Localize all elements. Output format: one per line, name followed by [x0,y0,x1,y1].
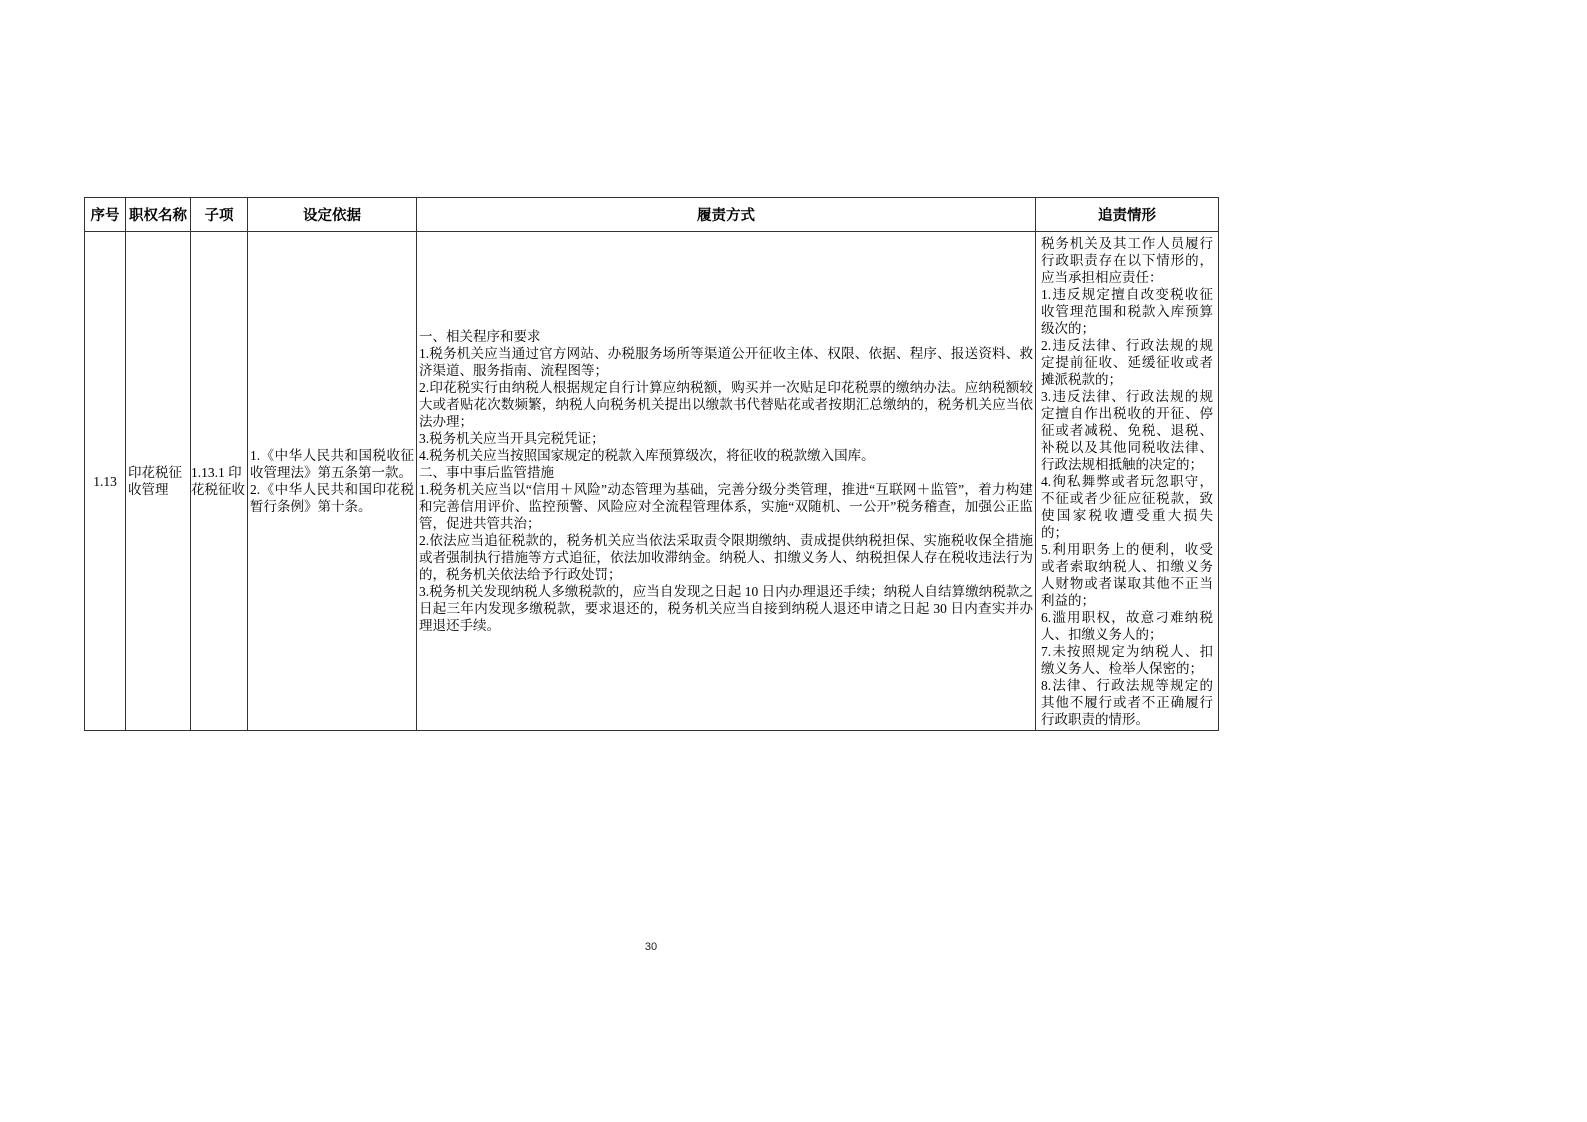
page-number: 30 [644,941,658,953]
header-legal-basis: 设定依据 [248,198,417,232]
paragraph: 2.《中华人民共和国印花税暂行条例》第十条。 [250,482,414,514]
paragraph: 一、相关程序和要求 [419,329,541,344]
paragraph: 3.违反法律、行政法规的规定擅自作出税收的开征、停征或者减税、免税、退税、补税以及其他同税收法律、行政法规相抵触的决定的； [1041,388,1213,472]
paragraph: 7.未按照规定为纳税人、扣缴义务人、检举人保密的； [1041,643,1213,676]
cell-serial-no: 1.13 [85,232,126,731]
paragraph: 4.徇私舞弊或者玩忽职守，不征或者少征应征税款，致使国家税收遭受重大损失的； [1041,473,1213,540]
header-accountability: 追责情形 [1036,198,1219,232]
header-sub-item: 子项 [191,198,248,232]
cell-legal-basis [248,232,417,731]
paragraph: 3.税务机关应当开具完税凭证； [419,431,605,446]
paragraph: 1.《中华人民共和国税收征收管理法》第五条第一款。 [250,448,414,480]
cell-accountability [1036,232,1219,731]
paragraph: 税务机关及其工作人员履行行政职责存在以下情形的，应当承担相应责任： [1041,235,1213,285]
authority-duty-table [84,197,1219,731]
paragraph: 1.税务机关应当以“信用＋风险”动态管理为基础，完善分级分类管理，推进“互联网＋监管”，着力构建和完善信用评价、监控预警、风险应对全流程管理体系，实施“双随机、一公开”税务稽查，加强公正监管，促进共管共治； [419,482,1033,531]
paragraph: 4.税务机关应当按照国家规定的税款入库预算级次，将征收的税款缴入国库。 [419,448,875,463]
table-row [85,232,1219,731]
paragraph: 8.法律、行政法规等规定的其他不履行或者不正确履行行政职责的情形。 [1041,677,1213,727]
header-serial-no: 序号 [85,198,126,232]
paragraph: 1.违反规定擅自改变税收征收管理范围和税款入库预算级次的； [1041,286,1213,336]
paragraph: 6.滥用职权，故意刁难纳税人、扣缴义务人的； [1041,609,1213,642]
header-duty-fulfillment: 履责方式 [417,198,1036,232]
paragraph: 5.利用职务上的便利，收受或者索取纳税人、扣缴义务人财物或者谋取其他不正当利益的； [1041,541,1213,608]
cell-authority-name: 印花税征收管理 [126,232,191,731]
table-header-row [85,198,1219,232]
header-authority-name: 职权名称 [126,198,191,232]
paragraph: 二、事中事后监管措施 [419,465,554,480]
paragraph: 2.违反法律、行政法规的规定提前征收、延缓征收或者摊派税款的； [1041,337,1213,387]
paragraph: 3.税务机关发现纳税人多缴税款的，应当自发现之日起 10 日内办理退还手续；纳税人自结算缴纳税款之日起三年内发现多缴税款，要求退还的，税务机关应当自接到纳税人退还申请之日起 30 日内查实并办理退还手续。 [419,584,1033,633]
cell-duty-fulfillment [417,232,1036,731]
paragraph: 2.依法应当追征税款的，税务机关应当依法采取责令限期缴纳、责成提供纳税担保、实施税收保全措施或者强制执行措施等方式追征，依法加收滞纳金。纳税人、扣缴义务人、纳税担保人存在税收违法行为的，税务机关依法给予行政处罚； [419,533,1033,582]
paragraph: 1.税务机关应当通过官方网站、办税服务场所等渠道公开征收主体、权限、依据、程序、报送资料、救济渠道、服务指南、流程图等； [419,346,1033,378]
cell-sub-item: 1.13.1 印花税征收 [191,232,248,731]
paragraph: 2.印花税实行由纳税人根据规定自行计算应纳税额，购买并一次贴足印花税票的缴纳办法。应纳税额较大或者贴花次数频繁，纳税人向税务机关提出以缴款书代替贴花或者按期汇总缴纳的，税务机关应当依法办理； [419,380,1033,429]
